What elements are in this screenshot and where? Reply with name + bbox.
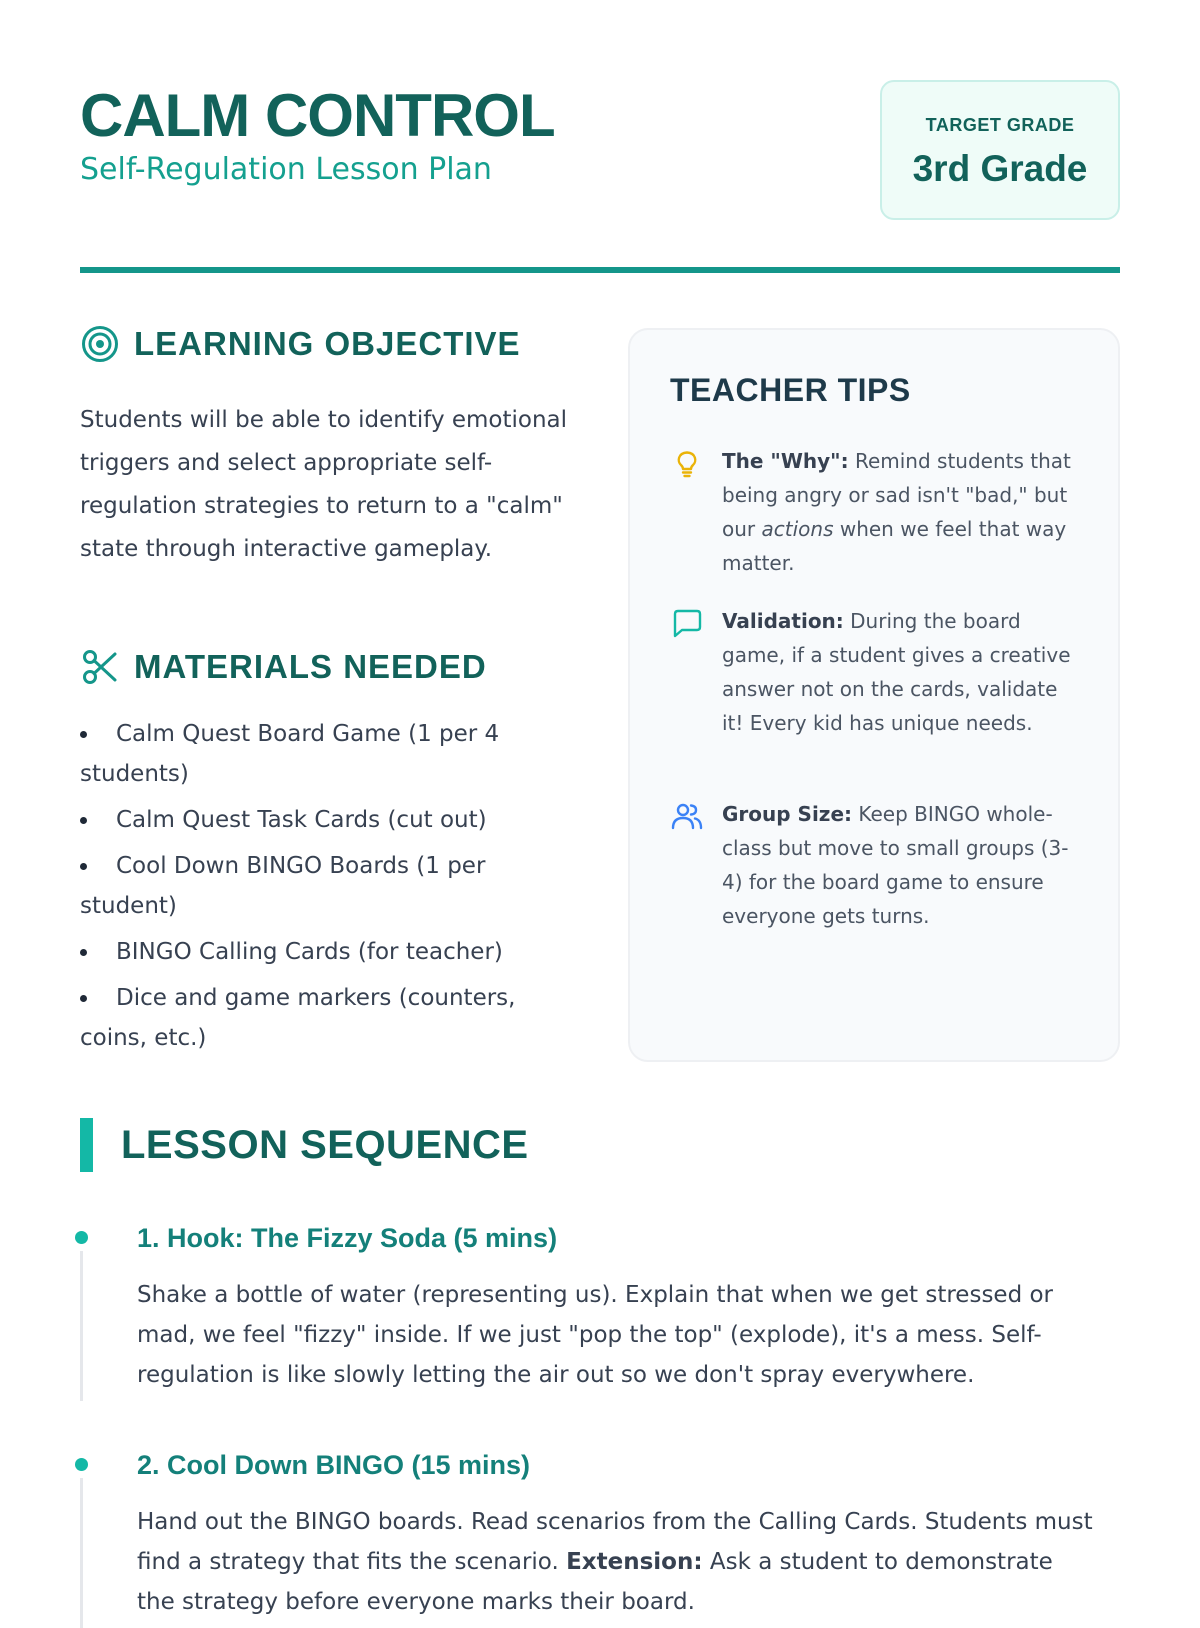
step-line: [80, 1251, 83, 1401]
target-grade-badge: [880, 80, 1120, 220]
list-item: BINGO Calling Cards (for teacher): [80, 932, 550, 972]
step-text: Shake a bottle of water (representing us). Explain that when we get stressed or mad, we feel "fizzy" inside. If we just "pop the top" (explode), it's a mess. Self-regulation is like slowly letting the air out so we don't spray everywhere.: [137, 1282, 1054, 1388]
materials-heading-text: MATERIALS NEEDED: [134, 648, 487, 685]
target-grade-value: 3rd Grade: [912, 148, 1088, 189]
step-dot: [75, 1458, 88, 1471]
page-title: CALM CONTROL: [80, 82, 555, 149]
header: [80, 80, 1120, 230]
tip-text: The "Why": Remind students that being angry or sad isn't "bad," but our actions when we feel that way matter.: [722, 449, 1071, 575]
lesson-sequence-heading: [80, 1118, 529, 1172]
chat-icon: [670, 606, 704, 640]
tip-group-size: [670, 797, 1080, 933]
users-icon: [670, 799, 704, 833]
materials-heading: [80, 647, 487, 687]
lightbulb-icon: [670, 446, 704, 480]
materials-list: [80, 714, 550, 1064]
step-text: Hand out the BINGO boards. Read scenarios from the Calling Cards. Students must find a strategy that fits the scenario. Extension: Ask a student to demonstrate the strategy before everyone marks their board.: [137, 1509, 1093, 1615]
accent-bar: [80, 1118, 93, 1172]
step-line: [80, 1478, 83, 1628]
teacher-tips-heading: TEACHER TIPS: [670, 372, 911, 408]
tip-why: [670, 444, 1080, 580]
header-divider: [80, 267, 1120, 273]
step-title: 2. Cool Down BINGO (15 mins): [137, 1450, 531, 1480]
objective-heading-text: LEARNING OBJECTIVE: [134, 325, 521, 362]
lesson-sequence-title: LESSON SEQUENCE: [121, 1122, 529, 1167]
tip-text: Validation: During the board game, if a student gives a creative answer not on the cards, validate it! Every kid has unique needs.: [722, 609, 1071, 735]
list-item: Calm Quest Board Game (1 per 4 students): [80, 721, 500, 787]
list-item: Calm Quest Task Cards (cut out): [80, 800, 550, 840]
tip-text: Group Size: Keep BINGO whole-class but move to small groups (3-4) for the board game to ensure everyone gets turns.: [722, 802, 1069, 928]
page-subtitle: Self-Regulation Lesson Plan: [80, 152, 492, 187]
tip-validation: [670, 604, 1080, 740]
objective-text: Students will be able to identify emotional triggers and select appropriate self-regulation strategies to return to a "calm" state through interactive gameplay.: [80, 407, 568, 562]
teacher-tips-card: [628, 328, 1120, 1062]
lesson-plan-page: [80, 0, 1120, 1615]
list-item: Cool Down BINGO Boards (1 per student): [80, 853, 486, 919]
target-icon: [80, 324, 120, 364]
step-dot: [75, 1231, 88, 1244]
scissors-icon: [80, 647, 120, 687]
objective-heading: [80, 324, 521, 364]
step-title: 1. Hook: The Fizzy Soda (5 mins): [137, 1223, 558, 1253]
list-item: Dice and game markers (counters, coins, etc.): [80, 985, 516, 1051]
target-grade-label: TARGET GRADE: [925, 115, 1075, 135]
